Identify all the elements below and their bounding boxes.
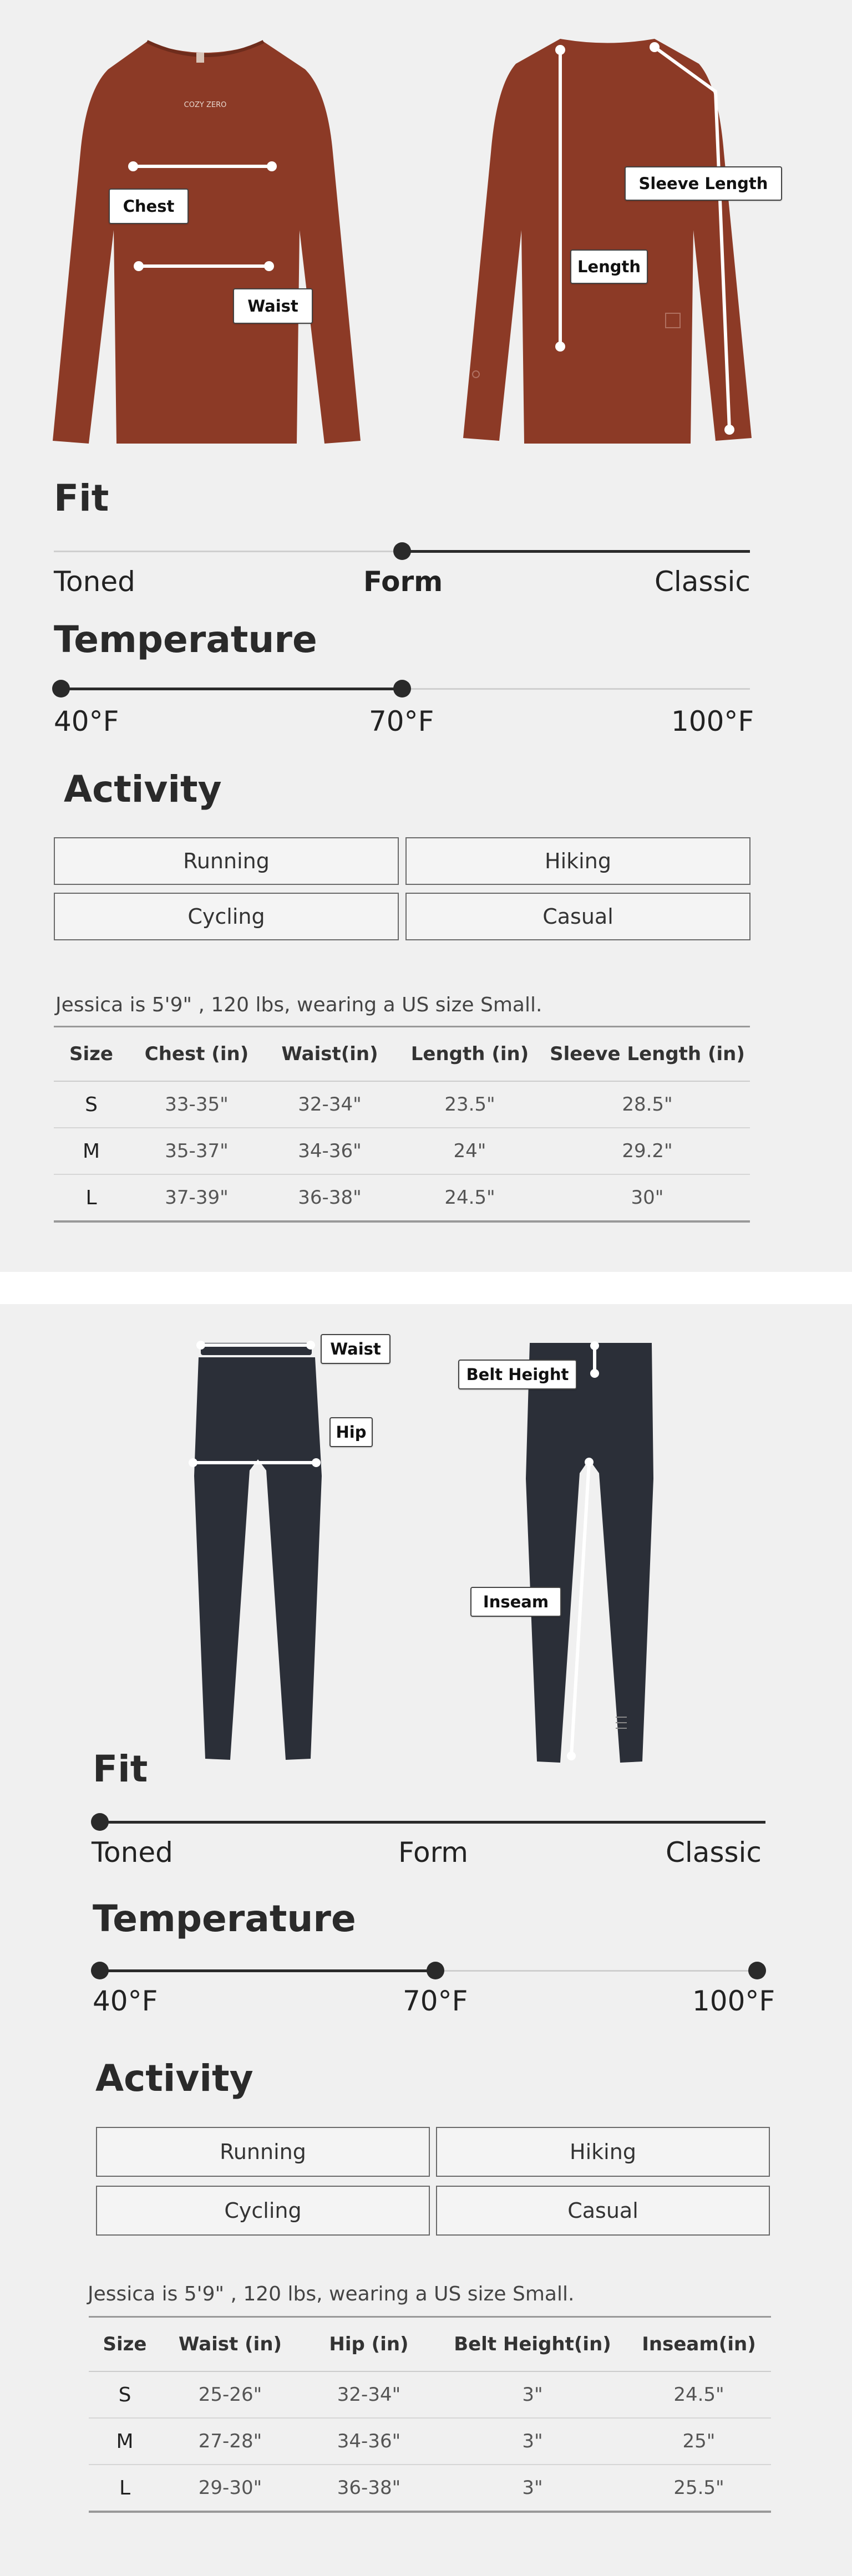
- belt-height-label: Belt Height: [458, 1360, 577, 1389]
- fit-option-form: Form: [398, 1836, 468, 1869]
- temperature-min-handle[interactable]: [52, 680, 70, 698]
- temperature-tick-40: 40°F: [93, 1985, 158, 2017]
- model-note: Jessica is 5'9" , 120 lbs, wearing a US size Small.: [55, 994, 542, 1016]
- table-header: Length (in): [395, 1027, 545, 1082]
- size-chart-table: [54, 1026, 750, 1223]
- table-header-row: [54, 1027, 750, 1082]
- table-row: [89, 2418, 771, 2465]
- brand-text: COZY ZERO: [184, 101, 227, 109]
- table-row: [54, 1081, 750, 1128]
- fit-option-form: Form: [363, 566, 443, 598]
- table-cell: 36-38": [300, 2465, 438, 2512]
- temperature-tick-40: 40°F: [54, 705, 119, 737]
- temperature-max-handle[interactable]: [427, 1962, 444, 1979]
- activity-casual-button[interactable]: Casual: [405, 893, 750, 940]
- table-cell: 34-36": [300, 2418, 438, 2465]
- activity-hiking-button[interactable]: Hiking: [405, 837, 750, 885]
- table-cell: 3": [438, 2371, 627, 2418]
- shirt-front-image: [50, 30, 361, 452]
- fit-option-toned: Toned: [54, 566, 135, 598]
- fit-option-classic: Classic: [655, 566, 750, 598]
- fit-slider-handle[interactable]: [91, 1813, 109, 1831]
- leggings-back-image: [516, 1335, 666, 1773]
- table-cell: S: [89, 2371, 161, 2418]
- temperature-max-handle[interactable]: [393, 680, 411, 698]
- table-cell: 32-34": [300, 2371, 438, 2418]
- activity-cycling-button[interactable]: Cycling: [54, 893, 399, 940]
- table-header: Sleeve Length (in): [545, 1027, 750, 1082]
- sleeve-length-label: Sleeve Length: [625, 166, 782, 201]
- table-cell: 25.5": [627, 2465, 771, 2512]
- activity-title: Activity: [64, 768, 222, 811]
- table-row: [89, 2465, 771, 2512]
- temperature-title: Temperature: [54, 618, 317, 661]
- table-cell: 28.5": [545, 1081, 750, 1128]
- waist-label: Waist: [321, 1334, 390, 1364]
- hip-label: Hip: [329, 1417, 373, 1447]
- shirt-back-image: [460, 30, 754, 452]
- fit-track-active: [402, 550, 750, 553]
- waist-label: Waist: [233, 288, 313, 324]
- activity-hiking-button[interactable]: Hiking: [436, 2127, 770, 2177]
- table-cell: 34-36": [265, 1128, 395, 1174]
- table-cell: 3": [438, 2418, 627, 2465]
- table-cell: 36-38": [265, 1174, 395, 1221]
- temperature-range: [100, 1969, 435, 1972]
- fit-title: Fit: [54, 477, 109, 520]
- temperature-title: Temperature: [93, 1897, 356, 1940]
- table-header: Chest (in): [129, 1027, 265, 1082]
- chest-label: Chest: [109, 189, 189, 224]
- table-cell: L: [54, 1174, 129, 1221]
- temperature-tick-100: 100°F: [671, 705, 754, 737]
- fit-option-toned: Toned: [92, 1836, 173, 1869]
- top-size-guide-panel: [0, 0, 852, 1272]
- table-cell: M: [89, 2418, 161, 2465]
- table-cell: 33-35": [129, 1081, 265, 1128]
- temperature-tick-70: 70°F: [403, 1985, 468, 2017]
- model-note: Jessica is 5'9" , 120 lbs, wearing a US size Small.: [88, 2283, 575, 2305]
- table-cell: 32-34": [265, 1081, 395, 1128]
- leggings-front-image: [183, 1337, 333, 1770]
- activity-running-button[interactable]: Running: [96, 2127, 430, 2177]
- activity-casual-button[interactable]: Casual: [436, 2186, 770, 2236]
- activity-title: Activity: [95, 2057, 253, 2100]
- table-header: Size: [54, 1027, 129, 1082]
- table-row: [54, 1128, 750, 1174]
- table-cell: 30": [545, 1174, 750, 1221]
- table-cell: 27-28": [161, 2418, 300, 2465]
- table-cell: L: [89, 2465, 161, 2512]
- table-cell: 24.5": [395, 1174, 545, 1221]
- table-header: Waist (in): [161, 2317, 300, 2372]
- table-header: Waist(in): [265, 1027, 395, 1082]
- table-cell: M: [54, 1128, 129, 1174]
- temperature-tick-100: 100°F: [692, 1985, 775, 2017]
- table-cell: 23.5": [395, 1081, 545, 1128]
- table-cell: 25-26": [161, 2371, 300, 2418]
- table-header: Hip (in): [300, 2317, 438, 2372]
- table-row: [89, 2371, 771, 2418]
- temperature-tick-70: 70°F: [369, 705, 434, 737]
- fit-option-classic: Classic: [666, 1836, 762, 1869]
- table-row: [54, 1174, 750, 1221]
- table-cell: 29-30": [161, 2465, 300, 2512]
- table-cell: 37-39": [129, 1174, 265, 1221]
- table-cell: 29.2": [545, 1128, 750, 1174]
- table-cell: 25": [627, 2418, 771, 2465]
- temperature-min-handle[interactable]: [91, 1962, 109, 1979]
- table-cell: 35-37": [129, 1128, 265, 1174]
- table-header: Size: [89, 2317, 161, 2372]
- activity-cycling-button[interactable]: Cycling: [96, 2186, 430, 2236]
- fit-title: Fit: [93, 1748, 148, 1790]
- table-cell: 3": [438, 2465, 627, 2512]
- fit-track-active: [100, 1821, 765, 1824]
- table-header: Inseam(in): [627, 2317, 771, 2372]
- bottom-size-guide-panel: [0, 1304, 852, 2576]
- inseam-label: Inseam: [470, 1587, 561, 1617]
- fit-slider-handle[interactable]: [393, 542, 411, 560]
- table-header-row: [89, 2317, 771, 2372]
- temperature-end-handle[interactable]: [748, 1962, 766, 1979]
- table-cell: 24.5": [627, 2371, 771, 2418]
- length-label: Length: [570, 250, 648, 284]
- table-header: Belt Height(in): [438, 2317, 627, 2372]
- table-cell: 24": [395, 1128, 545, 1174]
- activity-running-button[interactable]: Running: [54, 837, 399, 885]
- table-cell: S: [54, 1081, 129, 1128]
- size-chart-table: [89, 2316, 771, 2513]
- temperature-range: [61, 688, 402, 690]
